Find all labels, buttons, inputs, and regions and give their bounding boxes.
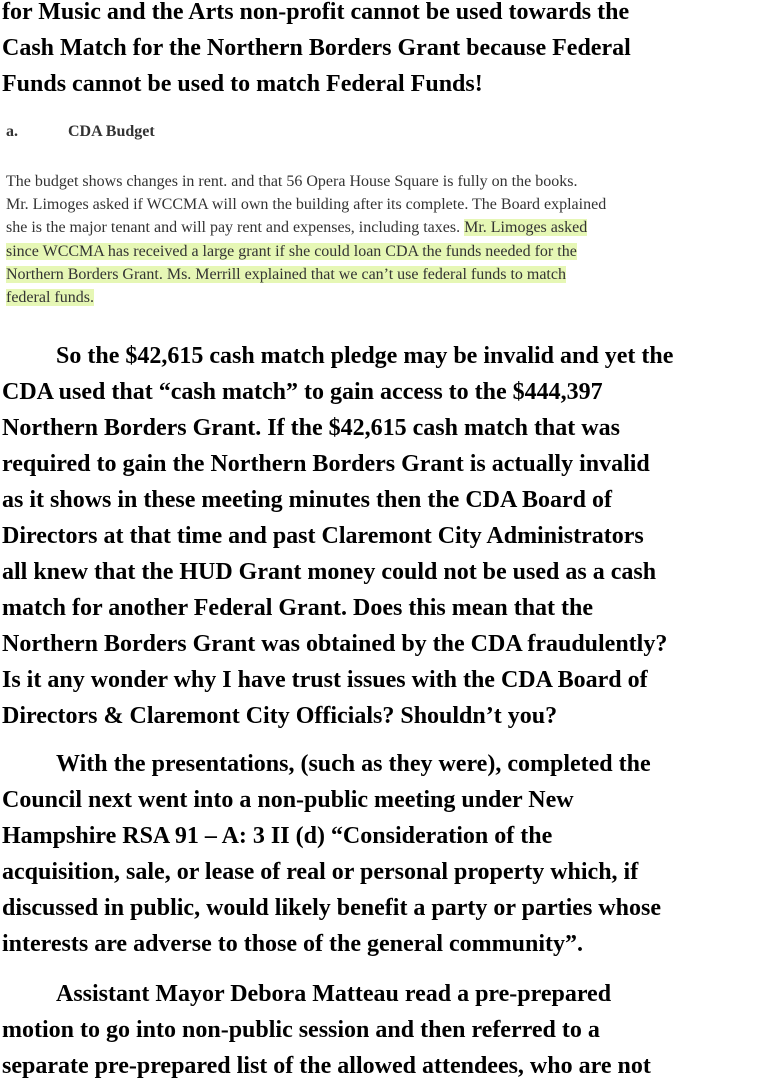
- text-line: for Music and the Arts non-profit cannot be used towards the: [2, 0, 630, 25]
- text-line: Council next went into a non-public meeting under New: [2, 787, 574, 813]
- highlighted-text: Mr. Limoges asked: [464, 219, 588, 237]
- text-line: CDA used that “cash match” to gain access to the $444,397: [2, 379, 603, 405]
- text-line: interests are adverse to those of the general community”.: [2, 931, 583, 957]
- excerpt-heading-title: CDA Budget: [68, 123, 155, 140]
- excerpt-text: she is the major tenant and will pay rent and expenses, including taxes.: [6, 219, 465, 237]
- text-line: required to gain the Northern Borders Grant is actually invalid: [2, 451, 650, 477]
- excerpt-text: Mr. Limoges asked if WCCMA will own the building after its complete. The Board explained: [6, 196, 607, 214]
- text-line: Directors & Claremont City Officials? Shouldn’t you?: [2, 703, 558, 729]
- excerpt-line: [6, 216, 758, 239]
- intro-paragraph: [0, 0, 635, 102]
- text-line: Cash Match for the Northern Borders Grant because Federal: [2, 35, 631, 61]
- text-line: With the presentations, (such as they were), completed the: [56, 751, 651, 777]
- text-line: So the $42,615 cash match pledge may be invalid and yet the: [56, 343, 674, 369]
- highlighted-text: since WCCMA has received a large grant if she could loan CDA the funds needed for the: [6, 242, 577, 260]
- highlighted-text: federal funds.: [6, 288, 94, 306]
- text-line: match for another Federal Grant. Does this mean that the: [2, 595, 594, 621]
- text-line: Assistant Mayor Debora Matteau read a pre-prepared: [56, 981, 612, 1007]
- excerpt-body: [6, 170, 758, 309]
- text-line: Northern Borders Grant was obtained by the CDA fraudulently?: [2, 631, 668, 657]
- text-line: Northern Borders Grant. If the $42,615 cash match that was: [2, 415, 620, 441]
- excerpt-line: [6, 240, 758, 263]
- text-line: acquisition, sale, or lease of real or personal property which, if: [2, 859, 639, 885]
- text-line: discussed in public, would likely benefit a party or parties whose: [2, 895, 661, 921]
- excerpt-line: [6, 193, 758, 216]
- assistant-mayor-paragraph: [0, 976, 655, 1084]
- minutes-excerpt-image: [6, 118, 758, 309]
- excerpt-text: The budget shows changes in rent. and that 56 Opera House Square is fully on the books.: [6, 173, 578, 190]
- highlighted-text: Northern Borders Grant. Ms. Merrill explained that we can’t use federal funds to match: [6, 265, 566, 283]
- excerpt-item-number: a.: [6, 123, 18, 140]
- non-public-meeting-paragraph: [0, 746, 665, 962]
- text-line: Directors at that time and past Claremont City Administrators: [2, 523, 644, 549]
- text-line: separate pre-prepared list of the allowed attendees, who are not: [2, 1053, 651, 1079]
- excerpt-line: [6, 263, 758, 286]
- text-line: Is it any wonder why I have trust issues with the CDA Board of: [2, 667, 648, 693]
- text-line: Funds cannot be used to match Federal Funds!: [2, 71, 483, 97]
- text-line: motion to go into non-public session and then referred to a: [2, 1017, 600, 1043]
- text-line: as it shows in these meeting minutes then the CDA Board of: [2, 487, 613, 513]
- cash-match-paragraph: [0, 338, 677, 734]
- text-line: Hampshire RSA 91 – A: 3 II (d) “Consideration of the: [2, 823, 553, 849]
- text-line: all knew that the HUD Grant money could not be used as a cash: [2, 559, 657, 585]
- excerpt-line: [6, 286, 758, 309]
- excerpt-line: [6, 170, 758, 193]
- excerpt-heading: [6, 118, 758, 146]
